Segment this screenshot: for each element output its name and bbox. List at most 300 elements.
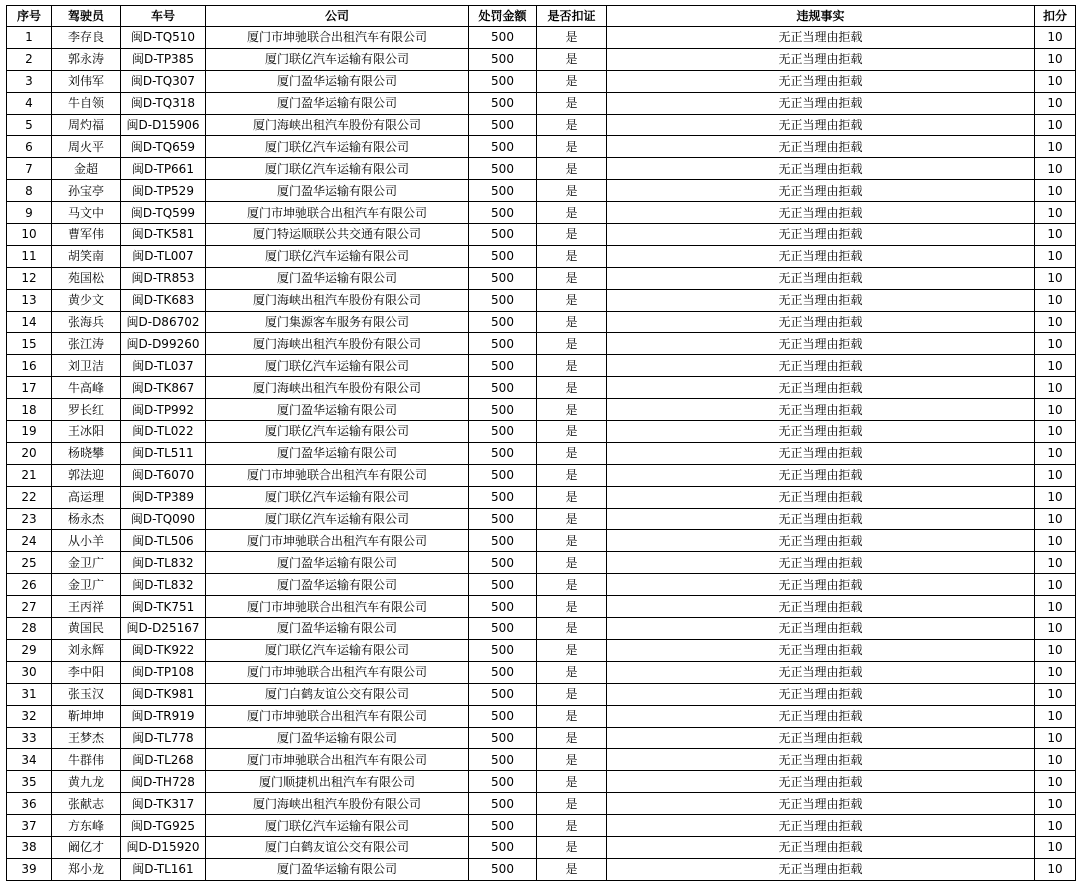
cell-fine: 500 <box>469 311 537 333</box>
cell-violation: 无正当理由拒载 <box>607 224 1035 246</box>
cell-plate: 闽D-TR919 <box>121 705 206 727</box>
cell-fine: 500 <box>469 552 537 574</box>
cell-index: 36 <box>7 793 52 815</box>
cell-company: 厦门市坤驰联合出租汽车有限公司 <box>206 705 469 727</box>
cell-index: 5 <box>7 114 52 136</box>
cell-fine: 500 <box>469 639 537 661</box>
cell-points: 10 <box>1035 355 1076 377</box>
header-row <box>7 6 1076 27</box>
cell-driver: 李存良 <box>52 27 121 49</box>
table-row <box>7 574 1076 596</box>
cell-points: 10 <box>1035 508 1076 530</box>
cell-fine: 500 <box>469 399 537 421</box>
cell-index: 1 <box>7 27 52 49</box>
table-row <box>7 464 1076 486</box>
cell-index: 16 <box>7 355 52 377</box>
cell-index: 3 <box>7 70 52 92</box>
cell-company: 厦门顺捷机出租汽车有限公司 <box>206 771 469 793</box>
cell-driver: 郑小龙 <box>52 858 121 880</box>
cell-plate: 闽D-TL037 <box>121 355 206 377</box>
cell-index: 29 <box>7 639 52 661</box>
table-row <box>7 639 1076 661</box>
cell-company: 厦门盈华运输有限公司 <box>206 727 469 749</box>
cell-company: 厦门联亿汽车运输有限公司 <box>206 486 469 508</box>
cell-index: 8 <box>7 180 52 202</box>
cell-company: 厦门联亿汽车运输有限公司 <box>206 48 469 70</box>
cell-violation: 无正当理由拒载 <box>607 289 1035 311</box>
table-row <box>7 245 1076 267</box>
cell-points: 10 <box>1035 836 1076 858</box>
table-row <box>7 508 1076 530</box>
cell-points: 10 <box>1035 815 1076 837</box>
header-index: 序号 <box>7 6 52 27</box>
cell-plate: 闽D-T6070 <box>121 464 206 486</box>
cell-index: 26 <box>7 574 52 596</box>
cell-driver: 王丙祥 <box>52 596 121 618</box>
cell-plate: 闽D-TL161 <box>121 858 206 880</box>
cell-fine: 500 <box>469 267 537 289</box>
cell-fine: 500 <box>469 224 537 246</box>
table-row <box>7 377 1076 399</box>
cell-violation: 无正当理由拒载 <box>607 377 1035 399</box>
table-row <box>7 815 1076 837</box>
table-row <box>7 596 1076 618</box>
cell-plate: 闽D-D99260 <box>121 333 206 355</box>
cell-driver: 牛高峰 <box>52 377 121 399</box>
cell-company: 厦门市坤驰联合出租汽车有限公司 <box>206 464 469 486</box>
cell-driver: 杨晓攀 <box>52 442 121 464</box>
cell-points: 10 <box>1035 92 1076 114</box>
cell-points: 10 <box>1035 158 1076 180</box>
cell-points: 10 <box>1035 661 1076 683</box>
cell-fine: 500 <box>469 486 537 508</box>
cell-license-deduct: 是 <box>537 793 607 815</box>
table-row <box>7 180 1076 202</box>
header-points: 扣分 <box>1035 6 1076 27</box>
cell-index: 32 <box>7 705 52 727</box>
cell-driver: 从小羊 <box>52 530 121 552</box>
cell-driver: 杨永杰 <box>52 508 121 530</box>
cell-violation: 无正当理由拒载 <box>607 136 1035 158</box>
cell-violation: 无正当理由拒载 <box>607 70 1035 92</box>
cell-company: 厦门联亿汽车运输有限公司 <box>206 136 469 158</box>
header-company: 公司 <box>206 6 469 27</box>
cell-driver: 金卫广 <box>52 574 121 596</box>
cell-violation: 无正当理由拒载 <box>607 158 1035 180</box>
cell-driver: 苑国松 <box>52 267 121 289</box>
cell-violation: 无正当理由拒载 <box>607 771 1035 793</box>
cell-company: 厦门盈华运输有限公司 <box>206 858 469 880</box>
cell-plate: 闽D-TL022 <box>121 421 206 443</box>
cell-fine: 500 <box>469 727 537 749</box>
table-row <box>7 114 1076 136</box>
cell-company: 厦门联亿汽车运输有限公司 <box>206 815 469 837</box>
table-row <box>7 399 1076 421</box>
table-row <box>7 202 1076 224</box>
cell-index: 12 <box>7 267 52 289</box>
cell-violation: 无正当理由拒载 <box>607 267 1035 289</box>
cell-index: 6 <box>7 136 52 158</box>
cell-fine: 500 <box>469 333 537 355</box>
cell-driver: 牛群伟 <box>52 749 121 771</box>
cell-index: 11 <box>7 245 52 267</box>
cell-index: 27 <box>7 596 52 618</box>
cell-license-deduct: 是 <box>537 267 607 289</box>
cell-violation: 无正当理由拒载 <box>607 245 1035 267</box>
cell-index: 34 <box>7 749 52 771</box>
table-row <box>7 486 1076 508</box>
cell-points: 10 <box>1035 793 1076 815</box>
cell-license-deduct: 是 <box>537 508 607 530</box>
cell-company: 厦门市坤驰联合出租汽车有限公司 <box>206 749 469 771</box>
cell-fine: 500 <box>469 661 537 683</box>
cell-violation: 无正当理由拒载 <box>607 530 1035 552</box>
cell-fine: 500 <box>469 771 537 793</box>
table-row <box>7 267 1076 289</box>
cell-company: 厦门盈华运输有限公司 <box>206 180 469 202</box>
cell-plate: 闽D-TK922 <box>121 639 206 661</box>
cell-fine: 500 <box>469 136 537 158</box>
cell-fine: 500 <box>469 596 537 618</box>
cell-index: 15 <box>7 333 52 355</box>
cell-company: 厦门联亿汽车运输有限公司 <box>206 355 469 377</box>
cell-driver: 金超 <box>52 158 121 180</box>
cell-index: 14 <box>7 311 52 333</box>
cell-license-deduct: 是 <box>537 114 607 136</box>
cell-plate: 闽D-TK317 <box>121 793 206 815</box>
table-row <box>7 552 1076 574</box>
cell-violation: 无正当理由拒载 <box>607 749 1035 771</box>
table-row <box>7 355 1076 377</box>
cell-license-deduct: 是 <box>537 530 607 552</box>
cell-points: 10 <box>1035 224 1076 246</box>
cell-index: 19 <box>7 421 52 443</box>
cell-license-deduct: 是 <box>537 421 607 443</box>
cell-driver: 刘伟军 <box>52 70 121 92</box>
cell-driver: 刘永辉 <box>52 639 121 661</box>
cell-points: 10 <box>1035 202 1076 224</box>
cell-violation: 无正当理由拒载 <box>607 442 1035 464</box>
cell-violation: 无正当理由拒载 <box>607 48 1035 70</box>
cell-index: 38 <box>7 836 52 858</box>
cell-fine: 500 <box>469 618 537 640</box>
cell-points: 10 <box>1035 486 1076 508</box>
cell-violation: 无正当理由拒载 <box>607 464 1035 486</box>
cell-company: 厦门盈华运输有限公司 <box>206 267 469 289</box>
cell-violation: 无正当理由拒载 <box>607 399 1035 421</box>
cell-violation: 无正当理由拒载 <box>607 618 1035 640</box>
cell-points: 10 <box>1035 705 1076 727</box>
cell-index: 28 <box>7 618 52 640</box>
header-fine: 处罚金额 <box>469 6 537 27</box>
cell-driver: 周火平 <box>52 136 121 158</box>
cell-license-deduct: 是 <box>537 158 607 180</box>
cell-company: 厦门盈华运输有限公司 <box>206 574 469 596</box>
cell-company: 厦门联亿汽车运输有限公司 <box>206 508 469 530</box>
cell-points: 10 <box>1035 27 1076 49</box>
cell-plate: 闽D-D25167 <box>121 618 206 640</box>
cell-index: 37 <box>7 815 52 837</box>
cell-fine: 500 <box>469 530 537 552</box>
header-license-deduct: 是否扣证 <box>537 6 607 27</box>
cell-points: 10 <box>1035 311 1076 333</box>
cell-points: 10 <box>1035 136 1076 158</box>
cell-violation: 无正当理由拒载 <box>607 508 1035 530</box>
cell-violation: 无正当理由拒载 <box>607 661 1035 683</box>
cell-fine: 500 <box>469 114 537 136</box>
cell-company: 厦门集源客车服务有限公司 <box>206 311 469 333</box>
cell-plate: 闽D-TG925 <box>121 815 206 837</box>
cell-index: 7 <box>7 158 52 180</box>
violation-table <box>6 5 1076 881</box>
cell-plate: 闽D-TL511 <box>121 442 206 464</box>
cell-fine: 500 <box>469 574 537 596</box>
cell-points: 10 <box>1035 333 1076 355</box>
cell-fine: 500 <box>469 793 537 815</box>
cell-fine: 500 <box>469 70 537 92</box>
cell-index: 9 <box>7 202 52 224</box>
cell-violation: 无正当理由拒载 <box>607 836 1035 858</box>
cell-index: 31 <box>7 683 52 705</box>
cell-plate: 闽D-TP529 <box>121 180 206 202</box>
cell-plate: 闽D-TK751 <box>121 596 206 618</box>
cell-license-deduct: 是 <box>537 355 607 377</box>
cell-driver: 周灼福 <box>52 114 121 136</box>
cell-company: 厦门盈华运输有限公司 <box>206 70 469 92</box>
cell-company: 厦门盈华运输有限公司 <box>206 442 469 464</box>
table-row <box>7 48 1076 70</box>
cell-driver: 黄九龙 <box>52 771 121 793</box>
table-row <box>7 836 1076 858</box>
cell-license-deduct: 是 <box>537 618 607 640</box>
cell-driver: 阚亿才 <box>52 836 121 858</box>
cell-company: 厦门市坤驰联合出租汽车有限公司 <box>206 530 469 552</box>
cell-points: 10 <box>1035 618 1076 640</box>
cell-plate: 闽D-TH728 <box>121 771 206 793</box>
table-row <box>7 858 1076 880</box>
cell-violation: 无正当理由拒载 <box>607 202 1035 224</box>
cell-driver: 黄国民 <box>52 618 121 640</box>
cell-license-deduct: 是 <box>537 464 607 486</box>
cell-fine: 500 <box>469 705 537 727</box>
cell-index: 33 <box>7 727 52 749</box>
cell-company: 厦门市坤驰联合出租汽车有限公司 <box>206 27 469 49</box>
cell-points: 10 <box>1035 377 1076 399</box>
cell-license-deduct: 是 <box>537 224 607 246</box>
header-violation: 违规事实 <box>607 6 1035 27</box>
table-row <box>7 442 1076 464</box>
cell-points: 10 <box>1035 245 1076 267</box>
cell-index: 17 <box>7 377 52 399</box>
cell-plate: 闽D-TQ659 <box>121 136 206 158</box>
cell-plate: 闽D-TL778 <box>121 727 206 749</box>
cell-license-deduct: 是 <box>537 289 607 311</box>
cell-violation: 无正当理由拒载 <box>607 333 1035 355</box>
cell-points: 10 <box>1035 771 1076 793</box>
table-row <box>7 727 1076 749</box>
cell-points: 10 <box>1035 552 1076 574</box>
cell-license-deduct: 是 <box>537 202 607 224</box>
cell-license-deduct: 是 <box>537 377 607 399</box>
cell-points: 10 <box>1035 48 1076 70</box>
cell-driver: 刘卫洁 <box>52 355 121 377</box>
cell-plate: 闽D-TP389 <box>121 486 206 508</box>
cell-license-deduct: 是 <box>537 639 607 661</box>
cell-driver: 李中阳 <box>52 661 121 683</box>
cell-index: 35 <box>7 771 52 793</box>
cell-company: 厦门市坤驰联合出租汽车有限公司 <box>206 596 469 618</box>
cell-license-deduct: 是 <box>537 333 607 355</box>
cell-company: 厦门海峡出租汽车股份有限公司 <box>206 289 469 311</box>
cell-fine: 500 <box>469 355 537 377</box>
cell-violation: 无正当理由拒载 <box>607 27 1035 49</box>
cell-license-deduct: 是 <box>537 661 607 683</box>
cell-plate: 闽D-TL007 <box>121 245 206 267</box>
cell-plate: 闽D-D15920 <box>121 836 206 858</box>
cell-driver: 郭永涛 <box>52 48 121 70</box>
cell-points: 10 <box>1035 749 1076 771</box>
cell-index: 21 <box>7 464 52 486</box>
table-row <box>7 618 1076 640</box>
cell-license-deduct: 是 <box>537 92 607 114</box>
table-row <box>7 661 1076 683</box>
cell-license-deduct: 是 <box>537 70 607 92</box>
cell-violation: 无正当理由拒载 <box>607 683 1035 705</box>
cell-fine: 500 <box>469 92 537 114</box>
cell-points: 10 <box>1035 596 1076 618</box>
table-row <box>7 70 1076 92</box>
cell-plate: 闽D-TL268 <box>121 749 206 771</box>
table-row <box>7 136 1076 158</box>
cell-fine: 500 <box>469 836 537 858</box>
cell-license-deduct: 是 <box>537 574 607 596</box>
cell-driver: 孙宝亭 <box>52 180 121 202</box>
cell-plate: 闽D-D15906 <box>121 114 206 136</box>
cell-company: 厦门海峡出租汽车股份有限公司 <box>206 114 469 136</box>
cell-driver: 靳坤坤 <box>52 705 121 727</box>
table-row <box>7 771 1076 793</box>
header-driver: 驾驶员 <box>52 6 121 27</box>
table-row <box>7 421 1076 443</box>
cell-license-deduct: 是 <box>537 705 607 727</box>
cell-violation: 无正当理由拒载 <box>607 858 1035 880</box>
cell-company: 厦门白鹤友谊公交有限公司 <box>206 683 469 705</box>
cell-violation: 无正当理由拒载 <box>607 421 1035 443</box>
cell-points: 10 <box>1035 180 1076 202</box>
cell-license-deduct: 是 <box>537 727 607 749</box>
cell-company: 厦门特运顺联公共交通有限公司 <box>206 224 469 246</box>
cell-driver: 方东峰 <box>52 815 121 837</box>
cell-fine: 500 <box>469 377 537 399</box>
cell-license-deduct: 是 <box>537 180 607 202</box>
cell-violation: 无正当理由拒载 <box>607 311 1035 333</box>
cell-plate: 闽D-TK581 <box>121 224 206 246</box>
cell-driver: 郭法迎 <box>52 464 121 486</box>
cell-license-deduct: 是 <box>537 136 607 158</box>
cell-plate: 闽D-TQ318 <box>121 92 206 114</box>
cell-plate: 闽D-TP661 <box>121 158 206 180</box>
cell-points: 10 <box>1035 639 1076 661</box>
cell-driver: 胡笑南 <box>52 245 121 267</box>
cell-driver: 马文中 <box>52 202 121 224</box>
cell-violation: 无正当理由拒载 <box>607 355 1035 377</box>
cell-violation: 无正当理由拒载 <box>607 705 1035 727</box>
cell-company: 厦门联亿汽车运输有限公司 <box>206 421 469 443</box>
cell-fine: 500 <box>469 464 537 486</box>
cell-plate: 闽D-D86702 <box>121 311 206 333</box>
cell-fine: 500 <box>469 683 537 705</box>
cell-points: 10 <box>1035 442 1076 464</box>
cell-plate: 闽D-TP108 <box>121 661 206 683</box>
cell-driver: 曹军伟 <box>52 224 121 246</box>
cell-plate: 闽D-TQ510 <box>121 27 206 49</box>
cell-points: 10 <box>1035 114 1076 136</box>
cell-violation: 无正当理由拒载 <box>607 639 1035 661</box>
cell-driver: 罗长红 <box>52 399 121 421</box>
cell-violation: 无正当理由拒载 <box>607 486 1035 508</box>
cell-violation: 无正当理由拒载 <box>607 574 1035 596</box>
table-row <box>7 27 1076 49</box>
cell-license-deduct: 是 <box>537 245 607 267</box>
table-row <box>7 289 1076 311</box>
cell-points: 10 <box>1035 683 1076 705</box>
table-row <box>7 749 1076 771</box>
cell-fine: 500 <box>469 508 537 530</box>
cell-fine: 500 <box>469 421 537 443</box>
cell-company: 厦门联亿汽车运输有限公司 <box>206 245 469 267</box>
cell-license-deduct: 是 <box>537 815 607 837</box>
table-row <box>7 333 1076 355</box>
cell-license-deduct: 是 <box>537 552 607 574</box>
cell-driver: 王梦杰 <box>52 727 121 749</box>
cell-fine: 500 <box>469 48 537 70</box>
cell-fine: 500 <box>469 158 537 180</box>
cell-index: 22 <box>7 486 52 508</box>
cell-plate: 闽D-TP992 <box>121 399 206 421</box>
cell-violation: 无正当理由拒载 <box>607 552 1035 574</box>
cell-index: 30 <box>7 661 52 683</box>
table-row <box>7 158 1076 180</box>
cell-license-deduct: 是 <box>537 311 607 333</box>
table-row <box>7 92 1076 114</box>
cell-company: 厦门市坤驰联合出租汽车有限公司 <box>206 202 469 224</box>
cell-violation: 无正当理由拒载 <box>607 596 1035 618</box>
cell-company: 厦门盈华运输有限公司 <box>206 618 469 640</box>
table-row <box>7 311 1076 333</box>
cell-points: 10 <box>1035 464 1076 486</box>
cell-points: 10 <box>1035 421 1076 443</box>
table-body <box>7 27 1076 881</box>
cell-fine: 500 <box>469 815 537 837</box>
cell-driver: 牛自领 <box>52 92 121 114</box>
cell-company: 厦门海峡出租汽车股份有限公司 <box>206 333 469 355</box>
cell-violation: 无正当理由拒载 <box>607 92 1035 114</box>
cell-license-deduct: 是 <box>537 596 607 618</box>
cell-index: 39 <box>7 858 52 880</box>
cell-driver: 金卫广 <box>52 552 121 574</box>
cell-fine: 500 <box>469 27 537 49</box>
cell-license-deduct: 是 <box>537 486 607 508</box>
cell-points: 10 <box>1035 530 1076 552</box>
cell-company: 厦门海峡出租汽车股份有限公司 <box>206 793 469 815</box>
cell-index: 4 <box>7 92 52 114</box>
cell-plate: 闽D-TL832 <box>121 552 206 574</box>
cell-plate: 闽D-TL506 <box>121 530 206 552</box>
cell-points: 10 <box>1035 70 1076 92</box>
cell-company: 厦门盈华运输有限公司 <box>206 92 469 114</box>
cell-violation: 无正当理由拒载 <box>607 180 1035 202</box>
cell-index: 20 <box>7 442 52 464</box>
